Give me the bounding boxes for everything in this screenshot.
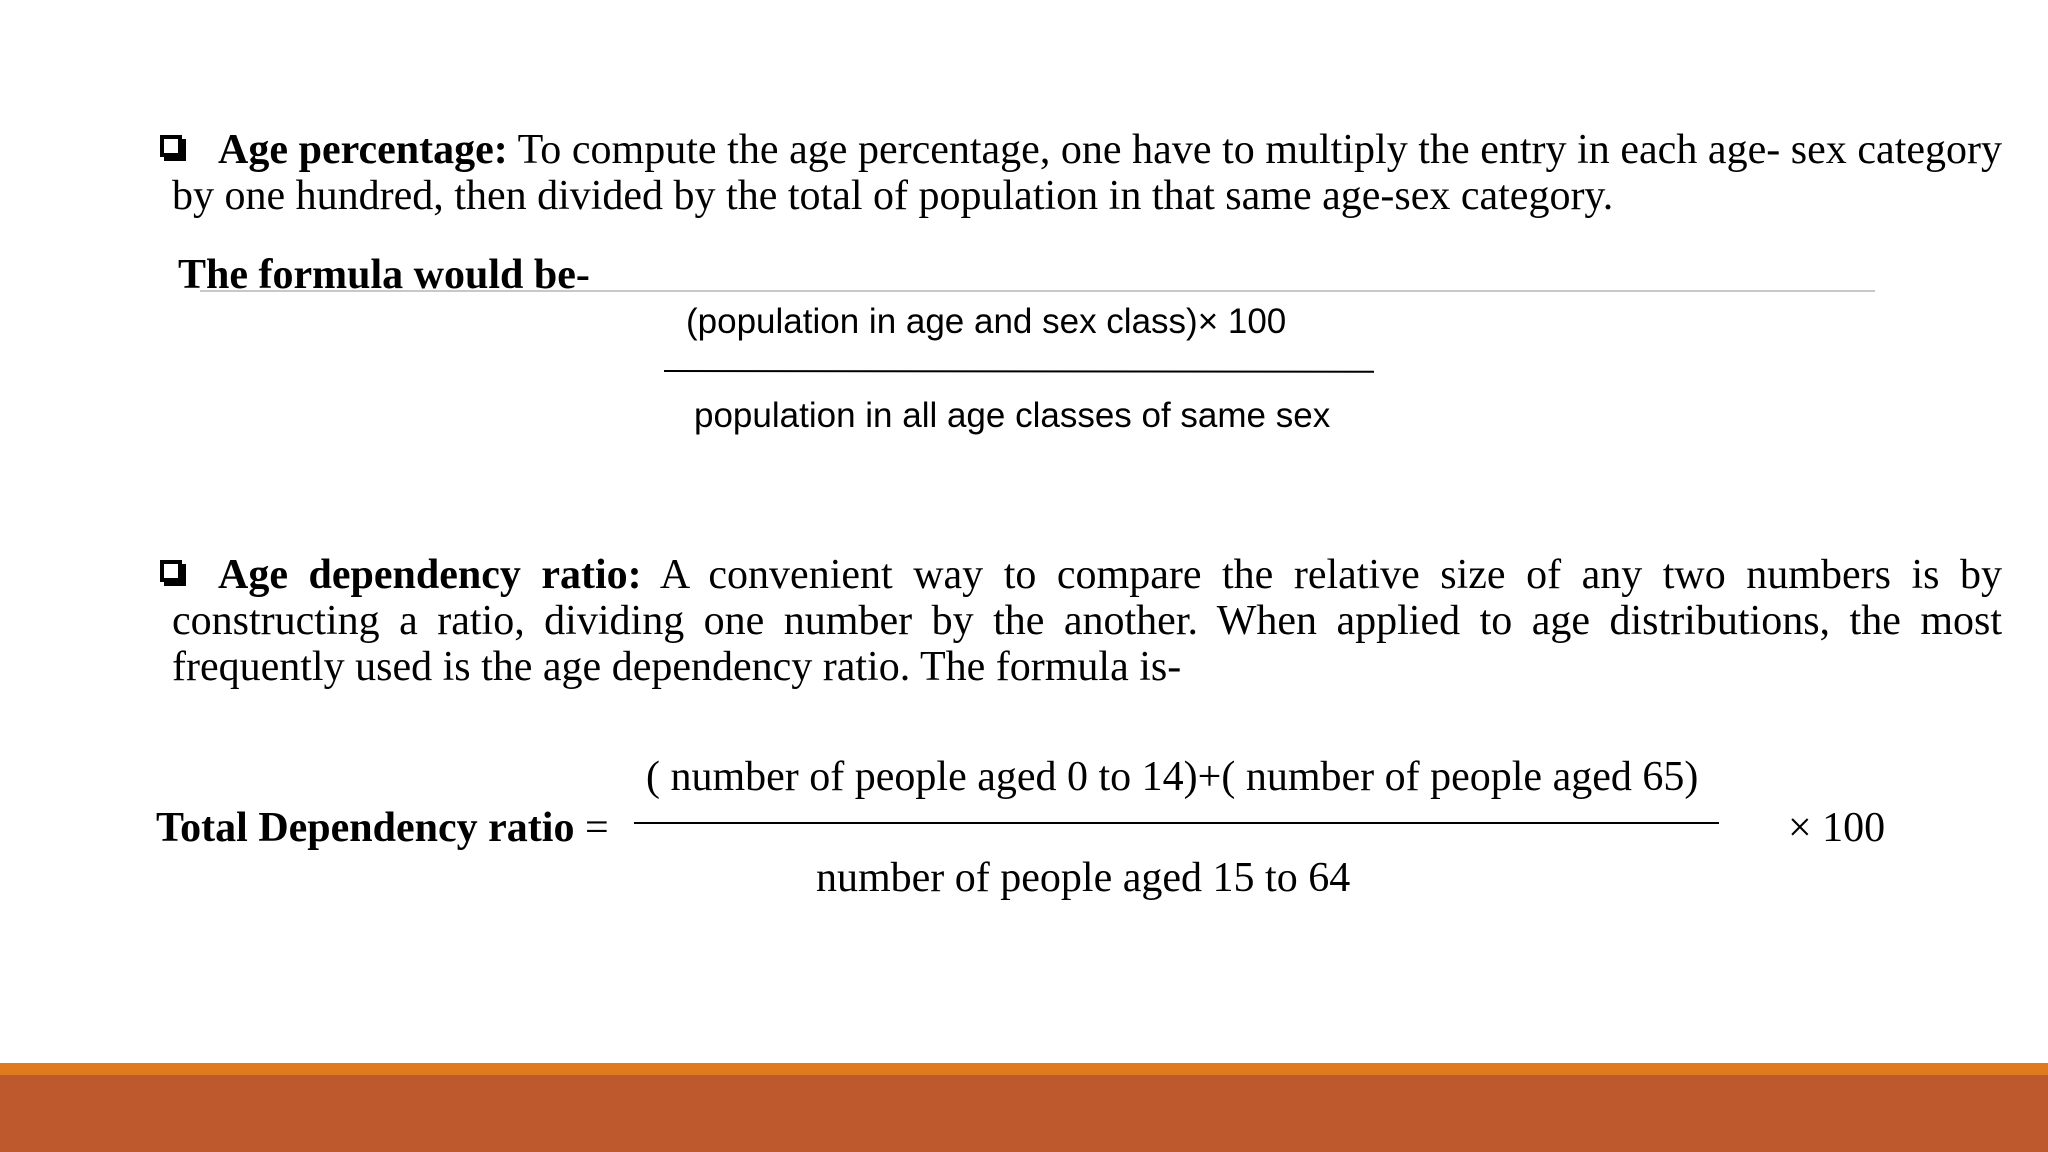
footer-stripe [0, 1063, 2048, 1075]
dependency-denominator: number of people aged 15 to 64 [816, 855, 1351, 901]
dependency-multiplier: × 100 [1788, 805, 1886, 851]
fraction-bar [664, 370, 1374, 373]
dependency-formula-label [156, 805, 609, 851]
checkbox-icon [160, 135, 182, 157]
age-percentage-numerator: (population in age and sex class)× 100 [686, 302, 1287, 341]
footer-band [0, 1075, 2048, 1152]
age-dependency-section [160, 552, 2002, 690]
age-percentage-denominator: population in all age classes of same sex [694, 396, 1331, 435]
dependency-numerator: ( number of people aged 0 to 14)+( number of people aged 65) [646, 754, 1699, 800]
checkbox-icon [160, 560, 182, 582]
age-dependency-heading: Age dependency ratio: [218, 552, 642, 598]
divider [200, 290, 1875, 292]
age-percentage-heading: Age percentage: [218, 127, 508, 173]
age-percentage-section [160, 127, 2002, 219]
age-dependency-paragraph [160, 552, 2002, 690]
age-percentage-paragraph [160, 127, 2002, 219]
fraction-bar [634, 822, 1719, 824]
age-dependency-text: A convenient way to compare the relative size of any two numbers is by constructing a ratio, dividing one number by the another. When applied to age distributions, the most frequently used is the age dependency ratio. The formula is- [172, 552, 2002, 690]
equals-sign: = [574, 805, 609, 851]
dependency-label-text: Total Dependency ratio [156, 805, 575, 851]
age-percentage-text: To compute the age percentage, one have to multiply the entry in each age- sex category by one hundred, then divided by the total of population in that same age-sex category. [172, 127, 2002, 219]
formula-intro: The formula would be- [178, 252, 590, 298]
